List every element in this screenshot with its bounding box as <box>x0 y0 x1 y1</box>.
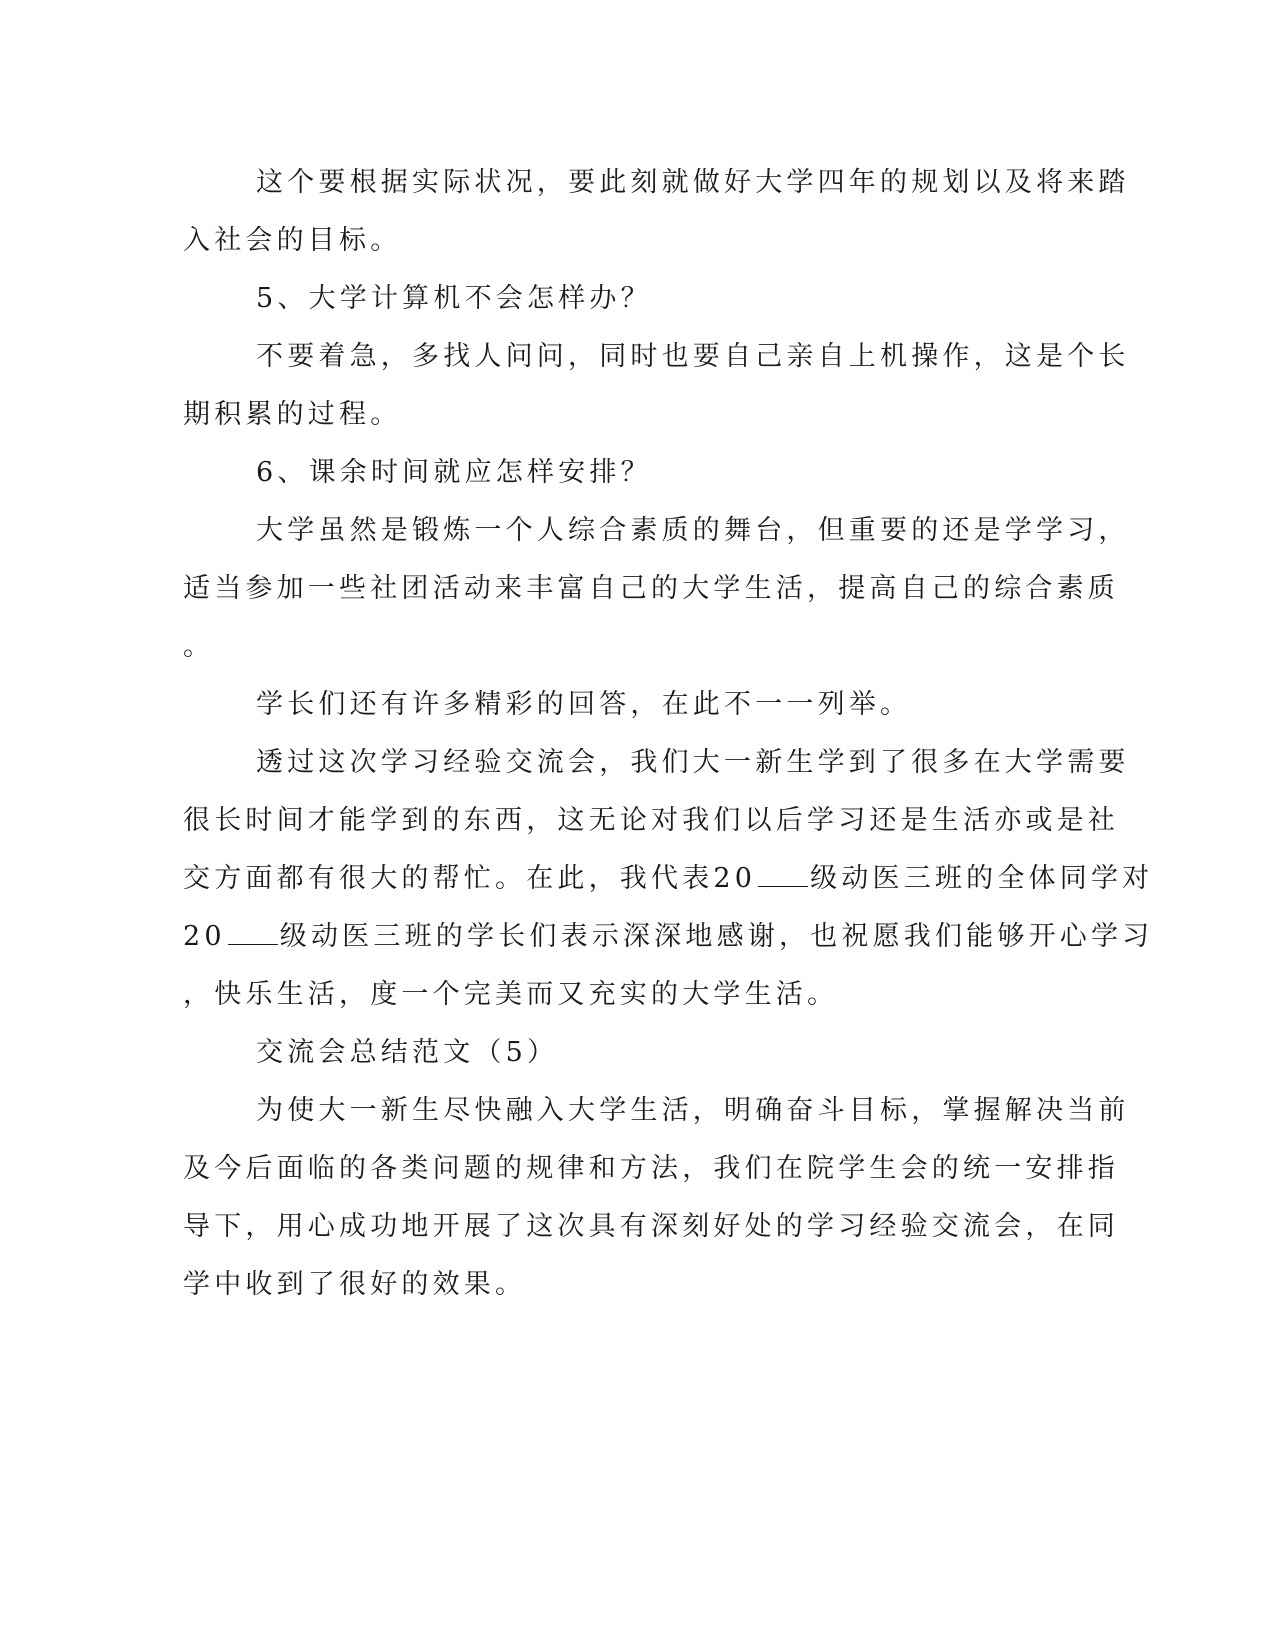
text-line: 很长时间才能学到的东西，这无论对我们以后学习还是生活亦或是社 <box>183 805 1119 836</box>
text-line: 。 <box>183 631 215 662</box>
text-line: 及今后面临的各类问题的规律和方法，我们在院学生会的统一安排指 <box>183 1153 1119 1184</box>
text-line: 这个要根据实际状况，要此刻就做好大学四年的规划以及将来踏 <box>256 167 1130 198</box>
text-line: 期积累的过程。 <box>183 399 402 430</box>
paragraph-intro-5 <box>183 1082 1130 1314</box>
paragraph-spare-time-answer <box>183 502 1130 676</box>
fill-in-blank <box>228 922 278 945</box>
text-line: 导下，用心成功地开展了这次具有深刻好处的学习经验交流会，在同 <box>183 1211 1119 1242</box>
paragraph-thanks <box>183 734 1154 1024</box>
text-line: 大学虽然是锻炼一个人综合素质的舞台，但重要的还是学学习， <box>256 515 1130 546</box>
paragraph-planning-answer <box>183 154 1130 270</box>
question-5-heading <box>183 270 1043 328</box>
text-line: 入社会的目标。 <box>183 225 402 256</box>
document-body <box>183 154 1154 1314</box>
text-line: 透过这次学习经验交流会，我们大一新生学到了很多在大学需要 <box>256 747 1130 778</box>
text-line: 5、大学计算机不会怎样办？ <box>256 283 652 314</box>
text-line: 适当参加一些社团活动来丰富自己的大学生活，提高自己的综合素质 <box>183 573 1119 604</box>
text-line <box>183 908 1154 966</box>
text-line <box>183 850 1154 908</box>
text-line: 6、课余时间就应怎样安排？ <box>256 457 652 488</box>
text-line: 为使大一新生尽快融入大学生活，明确奋斗目标，掌握解决当前 <box>256 1095 1130 1126</box>
text-fragment: 级动医三班的全体同学对 <box>810 863 1154 894</box>
text-fragment: 交方面都有很大的帮忙。在此，我代表20 <box>183 863 757 894</box>
fill-in-blank <box>758 864 808 887</box>
paragraph-more-answers <box>183 676 1043 734</box>
text-line: 学中收到了很好的效果。 <box>183 1269 527 1300</box>
text-line: 学长们还有许多精彩的回答，在此不一一列举。 <box>256 689 912 720</box>
section-heading <box>183 1024 1043 1082</box>
question-6-heading <box>183 444 1043 502</box>
text-fragment: 级动医三班的学长们表示深深地感谢，也祝愿我们能够开心学习 <box>279 921 1154 952</box>
text-line: 交流会总结范文（5） <box>256 1037 559 1068</box>
text-fragment: 20 <box>183 921 226 952</box>
text-line: ，快乐生活，度一个完美而又充实的大学生活。 <box>183 979 839 1010</box>
text-line: 不要着急，多找人问问，同时也要自己亲自上机操作，这是个长 <box>256 341 1130 372</box>
paragraph-computer-answer <box>183 328 1130 444</box>
